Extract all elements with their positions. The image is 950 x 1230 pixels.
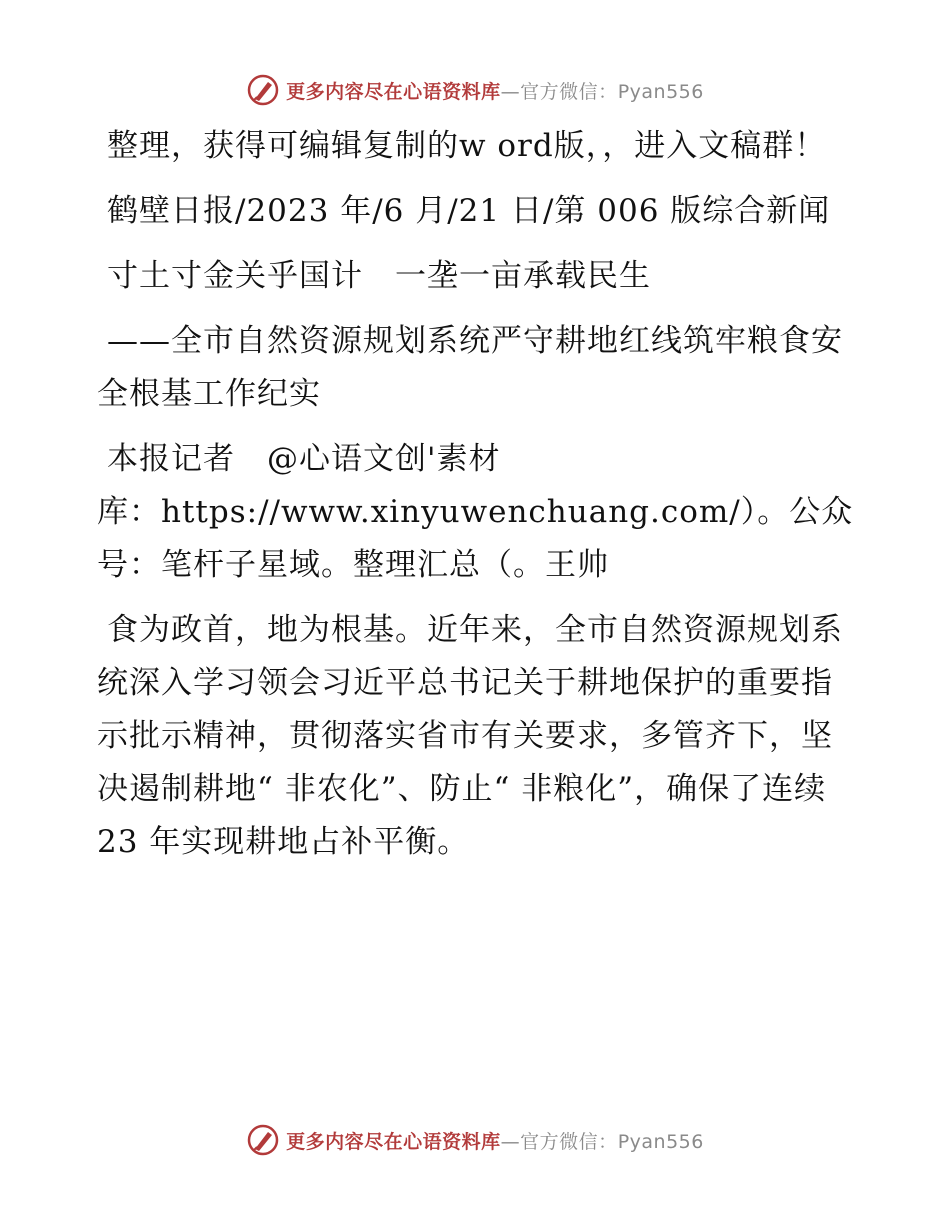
banner-wechat-label: 官方微信： bbox=[520, 1130, 618, 1153]
banner-text bbox=[286, 77, 704, 104]
body-paragraph: 食为政首，地为根基。近年来，全市自然资源规划系统深入学习领会习近平总书记关于耕地保护的重要指示批示精神，贯彻落实省市有关要求，多管齐下，坚决遏制耕地“ 非农化”、防止“ 非粮化”，确保了连续 23 年实现耕地占补平衡。 bbox=[97, 612, 843, 860]
byline-rest: 库：https://www.xinyuwenchuang.com/）。公众号：笔杆子星域。整理汇总（。王帅 bbox=[97, 494, 854, 583]
headline: 寸土寸金关乎国计 一垄一亩承载民生 bbox=[107, 258, 651, 294]
banner-separator: — bbox=[500, 1130, 521, 1153]
banner-promo: 更多内容尽在心语资料库 bbox=[286, 80, 501, 103]
quill-pen-icon bbox=[246, 73, 280, 107]
header-banner bbox=[0, 70, 950, 110]
banner-text bbox=[286, 1127, 704, 1154]
banner-promo: 更多内容尽在心语资料库 bbox=[286, 1130, 501, 1153]
footer-banner bbox=[0, 1120, 950, 1160]
subheadline: ——全市自然资源规划系统严守耕地红线筑牢粮食安全根基工作纪实 bbox=[97, 323, 843, 412]
intro-line: 整理，获得可编辑复制的w ord版，，进入文稿群！ bbox=[107, 128, 827, 164]
banner-separator: — bbox=[500, 80, 521, 103]
source-line: 鹤壁日报/2023 年/6 月/21 日/第 006 版综合新闻 bbox=[107, 193, 831, 229]
banner-wechat-id: Pyan556 bbox=[617, 80, 704, 103]
banner-wechat-label: 官方微信： bbox=[520, 80, 618, 103]
banner-wechat-id: Pyan556 bbox=[617, 1130, 704, 1153]
byline-start: 本报记者 @心语文创'素材 bbox=[107, 441, 501, 477]
document-body bbox=[97, 120, 857, 881]
quill-pen-icon bbox=[246, 1123, 280, 1157]
